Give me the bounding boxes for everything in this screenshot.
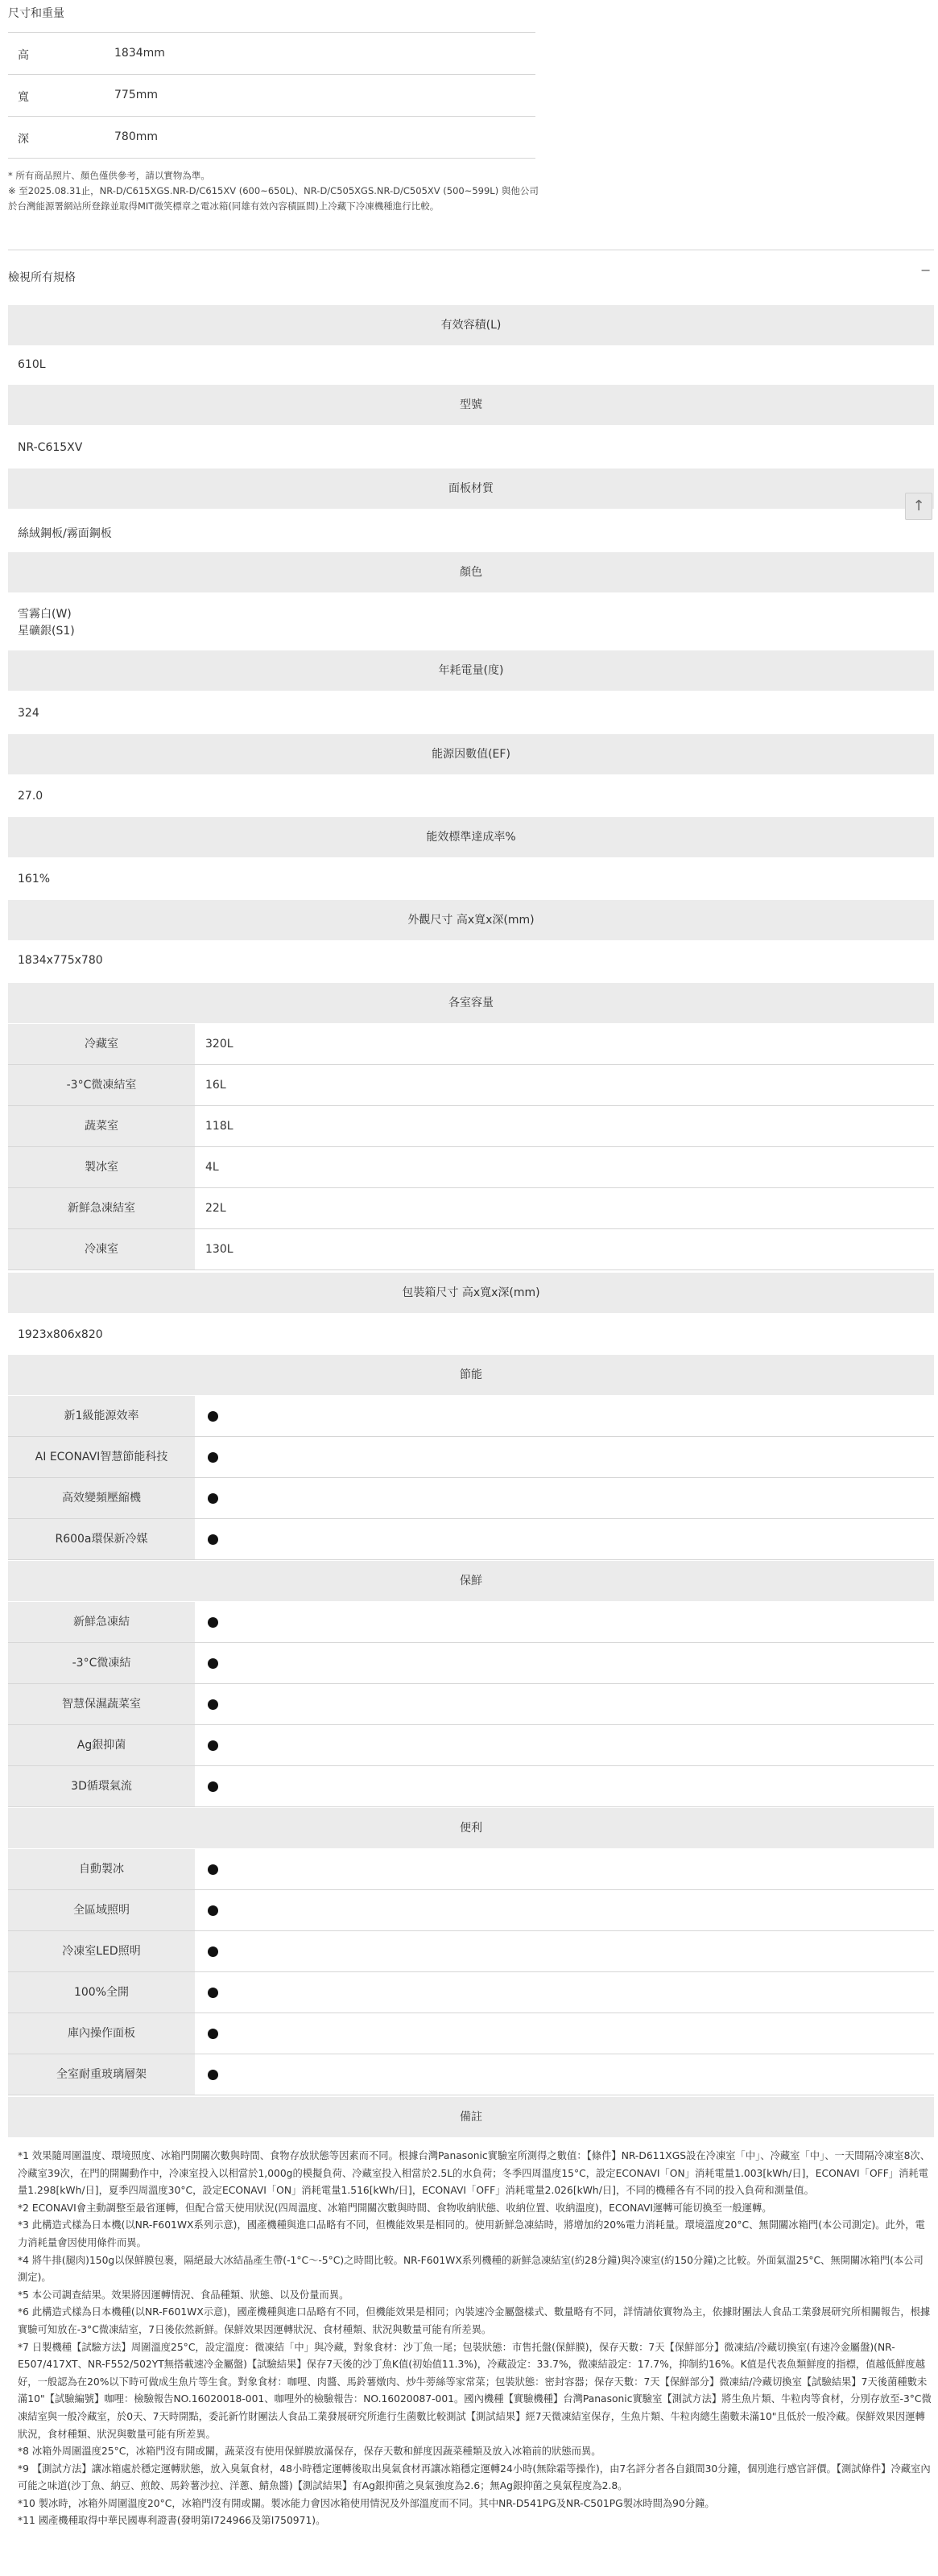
- section-header-fresh: [8, 1561, 934, 1601]
- feature-row: [8, 1602, 934, 1643]
- color-value-white: 雪霧白(W): [18, 608, 72, 621]
- divider: [8, 32, 535, 33]
- room-label: 冷凍室: [8, 1229, 195, 1269]
- section-header-convenience: [8, 1808, 934, 1848]
- room-value: 22L: [205, 1202, 226, 1215]
- section-header-label: 年耗電量(度): [438, 664, 504, 677]
- section-header-label: 各室容量: [448, 997, 494, 1009]
- footnote: *1 效果隨周圍溫度、環境照度、冰箱門開關次數與時間、食物存放狀態等因素而不同。根據台灣Panasonic實驗室所測得之數值：【條件】NR-D611XGS設在冷凍室「中」、冷藏室「中」、一天間隔冷凍室8次、冷藏室39次，在門的開關動作中，冷凍室投入以相當於1,000g的模擬負荷、冷藏室投入相當於2.5L的水負荷；冬季四周溫度15°C，設定ECONAVI「ON」消耗電量1.003[kWh/日]，ECONAVI「OFF」消耗電量1.298[kWh/日]，夏季四周溫度30°C，設定ECONAVI「ON」消耗電量1.516[kWh/日]，ECONAVI「OFF」消耗電量2.026[kWh/日]，不同的機種各有不同的投入負荷和測量值。: [18, 2150, 931, 2197]
- feature-row: [8, 1972, 934, 2013]
- bullet-dot-icon: [208, 2070, 218, 2080]
- room-label: 蔬菜室: [8, 1106, 195, 1146]
- bullet-dot-icon: [208, 1864, 218, 1875]
- package-size-value: 1923x806x820: [18, 1328, 103, 1341]
- feature-row: [8, 2054, 934, 2095]
- section-header-label: 面板材質: [448, 482, 494, 495]
- bullet-dot-icon: [208, 1740, 218, 1751]
- feature-row: [8, 1396, 934, 1437]
- room-row: [8, 1065, 934, 1106]
- room-row: [8, 1024, 934, 1065]
- divider: [8, 158, 535, 159]
- section-header-label: 包裝箱尺寸 高x寬x深(mm): [402, 1286, 540, 1299]
- section-header-package-size: [8, 1273, 934, 1313]
- section-header-capacity: [8, 305, 934, 345]
- section-header-label: 能源因數值(EF): [432, 748, 510, 761]
- room-label: 製冰室: [8, 1147, 195, 1187]
- depth-label: 深: [18, 133, 29, 146]
- section-header-label: 保鮮: [460, 1575, 482, 1587]
- bullet-dot-icon: [208, 1452, 218, 1463]
- bullet-dot-icon: [208, 1946, 218, 1957]
- divider: [8, 116, 535, 117]
- room-label: -3°C微凍結室: [8, 1065, 195, 1105]
- section-header-ef: [8, 734, 934, 774]
- section-header-label: 節能: [460, 1368, 482, 1381]
- section-header-label: 顏色: [460, 566, 482, 579]
- footnote: *9 【測試方法】讓冰箱處於穩定運轉狀態，放入臭氣食材，48小時穩定運轉後取出臭氣食材再讓冰箱穩定運轉24小時(無除霜等操作)，由7名評分者各自鎖間30分鐘，個別進行感官評價。【測試條件】冷藏室內可能之味道(沙丁魚、納豆、煎餃、馬鈴薯沙拉、洋蔥、鯖魚醬)【測試結果】有Ag銀抑菌之臭氣強度為2.6；無Ag銀抑菌之臭氣程度為2.8。: [18, 2462, 931, 2492]
- feature-row: [8, 2013, 934, 2054]
- room-label: 新鮮急凍結室: [8, 1188, 195, 1228]
- footnote: *10 製冰時，冰箱外周圍溫度20°C，冰箱門沒有開或關。製冰能力會因冰箱使用情況及外部溫度而不同。其中NR-D541PG及NR-C501PG製冰時間為90分鐘。: [18, 2497, 715, 2509]
- section-header-energy-use: [8, 650, 934, 691]
- collapse-icon[interactable]: −: [920, 262, 932, 278]
- feature-label: 全區域照明: [8, 1890, 195, 1930]
- bullet-dot-icon: [208, 1781, 218, 1792]
- bullet-dot-icon: [208, 1905, 218, 1916]
- color-value-silver: 星礦銀(S1): [18, 625, 75, 638]
- footnote: *4 將牛排(腿肉)150g以保鮮膜包裹，隔絕最大冰結晶產生帶(-1°C〜-5°C)之時間比較。NR-F601WX系列機種的新鮮急凍結室(約28分鐘)與冷凍室(約150分鐘)之比較。外面氣溫25°C、無開關冰箱門(本公司測定)。: [18, 2254, 924, 2284]
- ef-value: 27.0: [18, 790, 43, 803]
- bullet-dot-icon: [208, 1988, 218, 1998]
- footnote: *5 本公司調查結果。效果將因運轉情況、食品種類、狀態、以及份量而異。: [18, 2289, 349, 2301]
- arrow-up-icon: ↑: [912, 497, 925, 514]
- feature-row: [8, 1478, 934, 1519]
- room-value: 118L: [205, 1120, 233, 1133]
- feature-label: 高效變頻壓縮機: [8, 1478, 195, 1518]
- room-value: 4L: [205, 1161, 219, 1174]
- section-header-saving: [8, 1355, 934, 1395]
- room-row: [8, 1147, 934, 1188]
- bullet-dot-icon: [208, 1617, 218, 1628]
- section-header-label: 備註: [460, 2111, 482, 2124]
- feature-label: 新鮮急凍結: [8, 1602, 195, 1642]
- feature-label: 100%全開: [8, 1972, 195, 2013]
- bullet-dot-icon: [208, 2029, 218, 2039]
- section-header-efficiency: [8, 817, 934, 857]
- section-header-label: 外觀尺寸 高x寬x深(mm): [407, 914, 535, 927]
- bullet-dot-icon: [208, 1534, 218, 1545]
- room-row: [8, 1229, 934, 1270]
- height-value: 1834mm: [114, 47, 165, 60]
- room-label: 冷藏室: [8, 1024, 195, 1064]
- bullet-dot-icon: [208, 1493, 218, 1504]
- feature-row: [8, 1766, 934, 1807]
- divider: [8, 74, 535, 75]
- feature-label: 冷凍室LED照明: [8, 1931, 195, 1971]
- feature-row: [8, 1725, 934, 1766]
- section-header-color: [8, 552, 934, 592]
- room-row: [8, 1188, 934, 1229]
- feature-row: [8, 1890, 934, 1931]
- feature-label: AI ECONAVI智慧節能科技: [8, 1437, 195, 1477]
- section-header-panel: [8, 469, 934, 509]
- feature-row: [8, 1684, 934, 1725]
- footnote: *3 此構造式樣為日本機(以NR-F601WX系列示意)，國產機種與進口品略有不同，但機能效果是相同的。使用新鮮急凍結時，將增加約20%電力消耗量。環境溫度20°C、無開關冰箱門(本公司測定)。此外，電力消耗量會因使用條件而異。: [18, 2219, 925, 2248]
- width-label: 寬: [18, 91, 29, 104]
- efficiency-value: 161%: [18, 873, 51, 886]
- feature-row: [8, 1931, 934, 1972]
- height-label: 高: [18, 49, 29, 62]
- feature-label: 全室耐重玻璃層架: [8, 2054, 195, 2095]
- section-header-rooms: [8, 983, 934, 1023]
- room-value: 130L: [205, 1243, 233, 1256]
- section-header-label: 型號: [460, 398, 482, 411]
- feature-label: 自動製冰: [8, 1849, 195, 1889]
- depth-value: 780mm: [114, 130, 158, 143]
- bullet-dot-icon: [208, 1699, 218, 1710]
- footnote: *2 ECONAVI會主動調整至最省運轉，但配合當天使用狀況(四周溫度、冰箱門開關次數與時間、食物收納狀態、收納位置、收納溫度)，ECONAVI運轉可能切換至一般運轉。: [18, 2202, 772, 2214]
- model-value: NR-C615XV: [18, 441, 83, 454]
- feature-row: [8, 1437, 934, 1478]
- footnote: *7 日製機種【試驗方法】周圍溫度25°C，設定溫度：微凍結「中」與冷藏，對象食材：沙丁魚一尾；包裝狀態：市售托盤(保鮮膜)，保存天數：7天【保鮮部分】微凍結/冷藏切換室(有速冷金屬盤)(NR-E507/417XT、NR-F552/502YT無搭載速冷金屬盤)【試驗結果】保存7天後的沙丁魚K值(初始值11.3%)，冷藏設定：33.7%，微凍結設定：17.7%，抑制約16%。K值是代表魚類鮮度的指標，值越低鮮度越好，一般認為在20%以下時可做成生魚片等生食。對象食材：咖哩、肉醬、馬鈴薯燉肉、炒牛蒡絲等家常菜；包裝狀態：密封容器；保存天數：7天【保鮮部分】微凍結/冷藏切換室【試驗結果】7天後菌種數未滿10"【試驗編號】咖哩：檢驗報告NO.16020018-001、咖哩外的檢驗報告：NO.16020087-001。國內機種【實驗機種】台灣Panasonic實驗室【測試方法】將生魚片類、牛粒肉等食材，分別存放至-3°C微凍結室與一般冷藏室，於0天、7天時開點，委託新竹財團法人食品工業發展研究所進行生菌數比較測試【測試結果】經7天微凍結室保存，生魚片類、牛粒肉總生菌數未滿10"且低於一般冷藏。保鮮效果因運轉狀況，食材種類、狀況與數量可能有所差異。: [18, 2341, 932, 2440]
- footnote: *8 冰箱外周圍溫度25°C，冰箱門沒有開或關，蔬菜沒有使用保鮮膜放滿保存，保存天數和鮮度因蔬菜種類及放入冰箱前的狀態而異。: [18, 2446, 601, 2458]
- feature-label: 3D循環氣流: [8, 1766, 195, 1806]
- section-header-label: 有效容積(L): [440, 319, 502, 332]
- mit-comparison-note: ※ 至2025.08.31止，NR-D/C615XGS.NR-D/C615XV (600~650L)、NR-D/C505XGS.NR-D/C505XV (500~599L) 與他公司於台灣能源署網站所登錄並取得MIT微笑標章之電冰箱(同雄有效內容積區間)上冷藏下冷凍機種進行比較。: [8, 185, 539, 212]
- footnotes: [18, 2148, 932, 2530]
- feature-label: 智慧保濕蔬菜室: [8, 1684, 195, 1724]
- section-header-outer-size: [8, 900, 934, 940]
- photo-disclaimer: * 所有商品照片、顏色僅供參考，請以實物為準。: [8, 170, 210, 181]
- feature-row: [8, 1519, 934, 1560]
- capacity-value: 610L: [18, 358, 46, 371]
- section-header-remarks: [8, 2097, 934, 2137]
- bullet-dot-icon: [208, 1411, 218, 1422]
- section-header-label: 能效標準達成率%: [426, 831, 516, 844]
- width-value: 775mm: [114, 89, 158, 101]
- feature-label: 庫內操作面板: [8, 2013, 195, 2054]
- bullet-dot-icon: [208, 1658, 218, 1669]
- section-header-model: [8, 385, 934, 425]
- room-row: [8, 1106, 934, 1147]
- scroll-to-top-button[interactable]: [905, 493, 932, 520]
- room-value: 16L: [205, 1079, 226, 1092]
- footnote: *6 此構造式樣為日本機種(以NR-F601WX示意)，國產機種與進口品略有不同，但機能效果是相同；內裝速冷金屬盤樣式、數量略有不同，詳情請依實物為主，依據財團法人食品工業發展研究所相關報告，根據實驗可知放在-3°C微凍結室，7日後依然新鮮。保鮮效果因運轉狀況、食材種類、狀況與數量可能有所差異。: [18, 2306, 931, 2335]
- view-all-specs-title[interactable]: 檢視所有規格: [8, 271, 76, 284]
- feature-row: [8, 1849, 934, 1890]
- feature-label: Ag銀抑菌: [8, 1725, 195, 1765]
- outer-size-value: 1834x775x780: [18, 954, 103, 967]
- feature-label: R600a環保新冷媒: [8, 1519, 195, 1559]
- panel-value: 絲絨鋼板/霧面鋼板: [18, 527, 112, 540]
- footnote: *11 國產機種取得中華民國專利證書(發明第I724966及第I750971)。: [18, 2515, 326, 2527]
- section-header-label: 便利: [460, 1822, 482, 1835]
- feature-row: [8, 1643, 934, 1684]
- energy-use-value: 324: [18, 707, 39, 720]
- feature-label: -3°C微凍結: [8, 1643, 195, 1683]
- room-value: 320L: [205, 1038, 233, 1051]
- dimensions-title: 尺寸和重量: [8, 7, 64, 20]
- feature-label: 新1級能源效率: [8, 1396, 195, 1436]
